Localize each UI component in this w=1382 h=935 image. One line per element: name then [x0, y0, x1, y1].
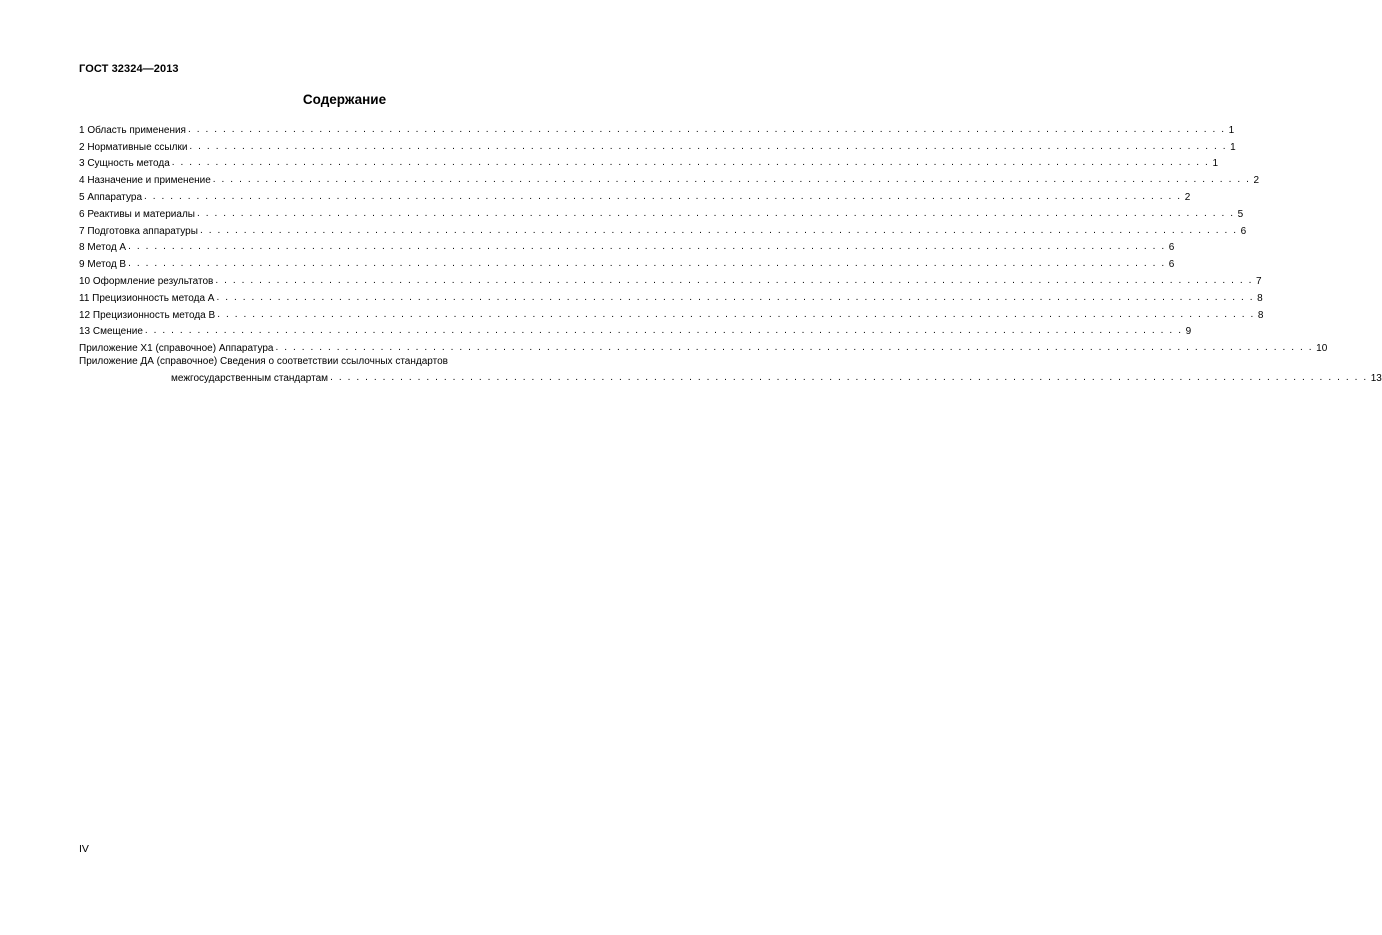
toc-leader-dots: . . . . . . . . . . . . . . . . . . . . . . . . . . . . . . . . . . . . . . . . . . . . . . . . . . . . . . . . . . . . . . . . . . . . . . . . . . . . . . . . . . . . . . . . . . . . . . . . . . . . . . . . . . . . . . . . . . . . . . .: [171, 157, 1210, 169]
toc-entry-page: 7: [1256, 275, 1262, 287]
toc-entry-page: 6: [1168, 242, 1175, 254]
toc-entry-page: 2: [1184, 191, 1191, 203]
toc-entry[interactable]: [79, 203, 1244, 220]
toc-entry-label: 7 Подготовка аппаратуры: [79, 225, 198, 237]
toc-entry[interactable]: [79, 253, 1175, 271]
toc-title: Содержание: [302, 92, 387, 107]
toc-entry-label: 10 Оформление результатов: [79, 275, 214, 287]
toc-entry-label-line2: межгосударственным стандартам: [171, 373, 329, 385]
toc-entry-page: 5: [1237, 208, 1244, 220]
toc-leader-dots: . . . . . . . . . . . . . . . . . . . . . . . . . . . . . . . . . . . . . . . . . . . . . . . . . . . . . . . . . . . . . . . . . . . . . . . . . . . . . . . . . . . . . . . . . . . . . . . . . . . . . . . . . . . . . . . . . . . . . . .: [215, 274, 1253, 286]
toc-entry[interactable]: [79, 237, 1175, 254]
toc-entry-label: 11 Прецизионность метода А: [79, 292, 215, 304]
toc-entry-page: 9: [1185, 326, 1192, 338]
toc-entry-label: 12 Прецизионность метода В: [79, 309, 216, 321]
toc-entry-page: 2: [1253, 175, 1260, 187]
toc-entry-page: 13: [1370, 373, 1382, 385]
toc-entry[interactable]: [79, 220, 1247, 237]
toc-entry-label: 4 Назначение и применение: [79, 175, 211, 187]
toc-entry-label: 1 Область применения: [79, 124, 186, 136]
toc-leader-dots: . . . . . . . . . . . . . . . . . . . . . . . . . . . . . . . . . . . . . . . . . . . . . . . . . . . . . . . . . . . . . . . . . . . . . . . . . . . . . . . . . . . . . . . . . . . . . . . . . . . . . . . . . . . . . . . . . . . . . . .: [128, 258, 1166, 270]
toc-leader-dots: . . . . . . . . . . . . . . . . . . . . . . . . . . . . . . . . . . . . . . . . . . . . . . . . . . . . . . . . . . . . . . . . . . . . . . . . . . . . . . . . . . . . . . . . . . . . . . . . . . . . . . . . . . . . . . . . . . . . . . .: [216, 291, 1255, 303]
toc-entry-page: 10: [1316, 343, 1328, 355]
toc-entry-label: 9 Метод В: [79, 259, 127, 271]
toc-entry-label: Приложение Х1 (справочное) Аппаратура: [79, 343, 274, 355]
toc-entry-label: 8 Метод А: [79, 242, 127, 254]
toc-leader-dots: . . . . . . . . . . . . . . . . . . . . . . . . . . . . . . . . . . . . . . . . . . . . . . . . . . . . . . . . . . . . . . . . . . . . . . . . . . . . . . . . . . . . . . . . . . . . . . . . . . . . . . . . . . . . . . . . . . . . . . .: [275, 342, 1314, 354]
toc-leader-dots: . . . . . . . . . . . . . . . . . . . . . . . . . . . . . . . . . . . . . . . . . . . . . . . . . . . . . . . . . . . . . . . . . . . . . . . . . . . . . . . . . . . . . . . . . . . . . . . . . . . . . . . . . . . . . . . . . . . . . . .: [212, 174, 1251, 186]
toc-leader-dots: . . . . . . . . . . . . . . . . . . . . . . . . . . . . . . . . . . . . . . . . . . . . . . . . . . . . . . . . . . . . . . . . . . . . . . . . . . . . . . . . . . . . . . . . . . . . . . . . . . . . . . . . . . . . . . . . . . . . . . .: [144, 325, 1183, 337]
toc-leader-dots: . . . . . . . . . . . . . . . . . . . . . . . . . . . . . . . . . . . . . . . . . . . . . . . . . . . . . . . . . . . . . . . . . . . . . . . . . . . . . . . . . . . . . . . . . . . . . . . . . . . . . . . . . . . . . . . . . . . . . . .: [189, 140, 1228, 152]
toc-entry[interactable]: [79, 337, 1328, 355]
toc-entry[interactable]: [79, 304, 1264, 321]
toc-entry-label: 13 Смещение: [79, 326, 143, 338]
toc-entry-label: 6 Реактивы и материалы: [79, 208, 195, 220]
toc-entry-page: 1: [1212, 158, 1218, 170]
toc-leader-dots: . . . . . . . . . . . . . . . . . . . . . . . . . . . . . . . . . . . . . . . . . . . . . . . . . . . . . . . . . . . . . . . . . . . . . . . . . . . . . . . . . . . . . . . . . . . . . . . . . . . . . . . . . . . . . . . . . . . . . . .: [196, 207, 1235, 219]
toc-leader-dots: . . . . . . . . . . . . . . . . . . . . . . . . . . . . . . . . . . . . . . . . . . . . . . . . . . . . . . . . . . . . . . . . . . . . . . . . . . . . . . . . . . . . . . . . . . . . . . . . . . . . . . . . . . . . . . . . . . . . . . .: [144, 190, 1182, 202]
toc-entry-label: 2 Нормативные ссылки: [79, 141, 188, 153]
toc-entry[interactable]: [79, 287, 1263, 304]
document-code-header: ГОСТ 32324—2013: [79, 63, 179, 75]
toc-entry[interactable]: [79, 270, 1262, 287]
toc-leader-dots: . . . . . . . . . . . . . . . . . . . . . . . . . . . . . . . . . . . . . . . . . . . . . . . . . . . . . . . . . . . . . . . . . . . . . . . . . . . . . . . . . . . . . . . . . . . . . . . . . . . . . . . . . . . . . . . . . . . . . . .: [187, 123, 1226, 135]
toc-entry[interactable]: [79, 186, 1191, 203]
toc-leader-dots: . . . . . . . . . . . . . . . . . . . . . . . . . . . . . . . . . . . . . . . . . . . . . . . . . . . . . . . . . . . . . . . . . . . . . . . . . . . . . . . . . . . . . . . . . . . . . . . . . . . . . . . . . . . . . . . . . . . . . . .: [217, 308, 1255, 320]
toc-entry[interactable]: [79, 169, 1260, 187]
toc-entry[interactable]: [79, 136, 1236, 153]
toc-entry-page: 1: [1230, 141, 1236, 153]
toc-leader-dots: . . . . . . . . . . . . . . . . . . . . . . . . . . . . . . . . . . . . . . . . . . . . . . . . . . . . . . . . . . . . . . . . . . . . . . . . . . . . . . . . . . . . . . . . . . . . . . . . . . . . . . . . . . . . . . . . . . . . . . .: [199, 224, 1238, 236]
toc-leader-dots: . . . . . . . . . . . . . . . . . . . . . . . . . . . . . . . . . . . . . . . . . . . . . . . . . . . . . . . . . . . . . . . . . . . . . . . . . . . . . . . . . . . . . . . . . . . . . . . . . . . . . . . . . . . . . . . . . . . . . . .: [128, 241, 1166, 253]
toc-entry-label-line1: Приложение ДА (справочное) Сведения о соответствии ссылочных стандартов: [79, 356, 448, 368]
toc-leader-dots: . . . . . . . . . . . . . . . . . . . . . . . . . . . . . . . . . . . . . . . . . . . . . . . . . . . . . . . . . . . . . . . . . . . . . . . . . . . . . . . . . . . . . . . . . . . . . . . . . . . . . . . . . . . . . . . . . . . . . . .: [330, 372, 1368, 384]
toc-entry-page: 6: [1168, 259, 1175, 271]
page-number-footer: IV: [79, 843, 89, 855]
toc-entry[interactable]: [79, 153, 1218, 170]
toc-entry-page: 1: [1228, 124, 1235, 136]
table-of-contents: [79, 119, 1382, 385]
toc-entry-page: 8: [1257, 309, 1264, 321]
toc-entry-page: 6: [1240, 225, 1247, 237]
toc-entry-label: 3 Сущность метода: [79, 158, 170, 170]
toc-entry-appendix-da[interactable]: [79, 354, 1382, 385]
toc-entry[interactable]: [79, 321, 1192, 338]
toc-entry[interactable]: [79, 119, 1235, 136]
toc-entry-label: 5 Аппаратура: [79, 191, 143, 203]
toc-entry-continuation: [79, 369, 1382, 385]
toc-entry-page: 8: [1257, 292, 1263, 304]
